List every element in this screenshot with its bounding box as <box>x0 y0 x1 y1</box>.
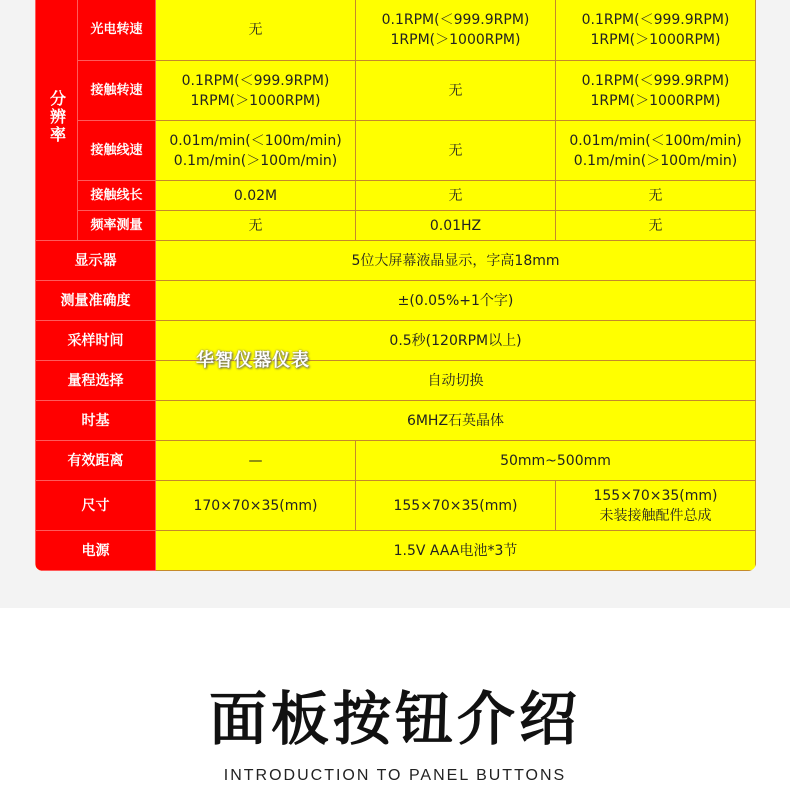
table-cell: ±(0.05%+1个字) <box>156 281 756 321</box>
row-label: 有效距离 <box>36 441 156 481</box>
table-row <box>36 211 756 241</box>
table-cell: 无 <box>556 211 756 241</box>
table-cell: — <box>156 441 356 481</box>
table-row <box>36 121 756 181</box>
row-label: 电源 <box>36 531 156 571</box>
row-label: 光电转速 <box>78 0 156 61</box>
cell-line: 1RPM(＞1000RPM) <box>590 31 721 48</box>
cell-line: 0.1m/min(＞100m/min) <box>173 152 338 169</box>
cell-line: 0.1m/min(＞100m/min) <box>573 152 738 169</box>
table-cell: 5位大屏幕液晶显示，字高18mm <box>156 241 756 281</box>
table-row <box>36 361 756 401</box>
table-cell <box>156 121 356 181</box>
table-row <box>36 321 756 361</box>
table-cell <box>356 61 556 121</box>
row-label: 量程选择 <box>36 361 156 401</box>
section-title: 面板按钮介绍 <box>208 685 581 753</box>
cell-line: 1RPM(＞1000RPM) <box>590 92 721 109</box>
table-row <box>36 181 756 211</box>
table-cell <box>156 61 356 121</box>
spec-table <box>35 0 756 571</box>
table-cell: 0.02M <box>156 181 356 211</box>
row-label: 接触转速 <box>78 61 156 121</box>
cell-line: 无 <box>448 82 463 99</box>
row-label: 尺寸 <box>36 481 156 531</box>
table-cell: 6MHZ石英晶体 <box>156 401 756 441</box>
table-cell: 无 <box>156 211 356 241</box>
table-cell: 0.5秒(120RPM以上) <box>156 321 756 361</box>
table-cell <box>356 0 556 61</box>
cell-line: 0.1RPM(＜999.9RPM) <box>581 11 730 28</box>
cell-line: 未装接触配件总成 <box>599 507 712 524</box>
table-row <box>36 481 756 531</box>
table-row <box>36 531 756 571</box>
table-cell <box>556 61 756 121</box>
resolution-group-label <box>36 0 78 241</box>
table-row <box>36 281 756 321</box>
cell-line: 1RPM(＞1000RPM) <box>390 31 521 48</box>
row-label: 采样时间 <box>36 321 156 361</box>
section-subtitle: INTRODUCTION TO PANEL BUTTONS <box>223 767 567 784</box>
cell-line: 无 <box>448 142 463 159</box>
cell-line: 1RPM(＞1000RPM) <box>190 92 321 109</box>
row-label: 频率测量 <box>78 211 156 241</box>
table-row <box>36 401 756 441</box>
row-label: 接触线长 <box>78 181 156 211</box>
table-row <box>36 441 756 481</box>
cell-line: 无 <box>248 21 263 38</box>
table-cell: 0.01HZ <box>356 211 556 241</box>
table-cell <box>556 481 756 531</box>
table-cell <box>556 0 756 61</box>
table-cell: 170×70×35(mm) <box>156 481 356 531</box>
table-cell <box>356 121 556 181</box>
cell-line: 155×70×35(mm) <box>593 487 718 504</box>
table-cell: 无 <box>356 181 556 211</box>
row-label: 时基 <box>36 401 156 441</box>
table-cell <box>556 121 756 181</box>
table-row <box>36 0 756 61</box>
row-label: 接触线速 <box>78 121 156 181</box>
resolution-group-text: 分辨率 <box>47 89 67 144</box>
row-label: 测量准确度 <box>36 281 156 321</box>
cell-line: 0.1RPM(＜999.9RPM) <box>581 72 730 89</box>
row-label: 显示器 <box>36 241 156 281</box>
table-cell: 无 <box>556 181 756 211</box>
cell-line: 0.01m/min(＜100m/min) <box>569 132 742 149</box>
cell-line: 0.01m/min(＜100m/min) <box>169 132 342 149</box>
cell-line: 0.1RPM(＜999.9RPM) <box>381 11 530 28</box>
cell-line: 0.1RPM(＜999.9RPM) <box>181 72 330 89</box>
table-cell: 155×70×35(mm) <box>356 481 556 531</box>
table-cell: 1.5V AAA电池*3节 <box>156 531 756 571</box>
table-row <box>36 61 756 121</box>
table-cell: 自动切换 <box>156 361 756 401</box>
table-cell <box>156 0 356 61</box>
table-cell: 50mm~500mm <box>356 441 756 481</box>
brand-watermark: 华智仪器仪表 <box>196 350 310 371</box>
table-row <box>36 241 756 281</box>
